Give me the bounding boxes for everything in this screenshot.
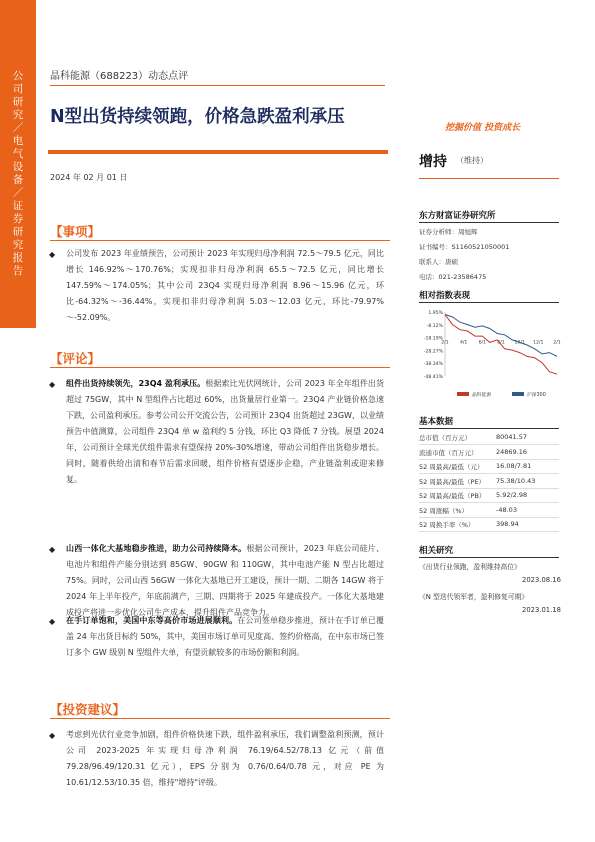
bullet-icon: ◆ <box>49 545 56 554</box>
basic-data-value: 75.38/10.43 <box>496 476 536 485</box>
x-tick-label: 12/1 <box>533 340 544 346</box>
contact-name: 联系人：唐硕 <box>419 258 458 266</box>
header-divider <box>50 85 385 86</box>
related-item-2-date: 2023.01.18 <box>522 606 561 614</box>
report-title: N型出货持续领跑，价格急跌盈利承压 <box>50 107 345 127</box>
legend-label: 沪深300 <box>527 393 546 398</box>
comment-paragraph-2 <box>66 541 384 621</box>
x-tick-label: 10/1 <box>514 340 525 346</box>
basic-data-row-rule <box>419 502 559 503</box>
x-tick-label: 8/1 <box>497 340 505 346</box>
advice-heading-rule <box>50 718 390 719</box>
basic-data-key: 流通市值（百万元） <box>419 448 478 457</box>
basic-data-key: 52 周涨幅（%） <box>419 506 469 515</box>
basic-data-row-rule <box>419 488 559 489</box>
comments-heading: 【评论】 <box>50 351 101 366</box>
advice-heading: 【投资建议】 <box>50 702 126 717</box>
basic-data-row <box>419 462 532 471</box>
y-tick-label: -28.27% <box>423 349 443 355</box>
legend-swatch <box>512 392 524 396</box>
legend-label: 晶科能源 <box>472 393 492 398</box>
analyst-name: 证券分析师：周旭辉 <box>419 228 478 236</box>
y-tick-label: -8.12% <box>426 323 443 329</box>
comments-section-header <box>50 349 390 365</box>
related-divider <box>419 557 559 558</box>
rating-divider <box>419 178 559 179</box>
y-tick-label: -48.41% <box>423 375 443 380</box>
bullet-icon: ◆ <box>49 617 56 626</box>
rating-label: 增持 <box>419 154 447 170</box>
basic-data-title: 基本数据 <box>419 417 454 427</box>
chart-title-divider <box>419 302 559 303</box>
legend-swatch <box>457 392 469 396</box>
basic-data-row <box>419 520 519 529</box>
related-item-2-title[interactable]: 《N 型迭代领军者，盈利修复可期》 <box>419 593 529 601</box>
comment-1-body: 根据索比光伏网统计，公司 2023 年全年组件出货超过 75GW，其中 N 型组件占比超过 60%，出货量居行业第一。23Q4 产业链价格急速下跌，公司盈利承压。参考公司公开交流公告，公司预计 23Q4 出货超过 23GW，以业绩预告中值测算，公司组件 23Q4 单 w 盈利约 5 分钱，环比 Q3 降低 7 分钱。展望 2024 年，公司预计全球光伏组件需求有望保持 20%-30%增速，带动公司组件出货稳步增长。同时，随着供给出清和春节后需求回暖，组件价格有望逐步企稳，产业链盈利或迎来修复。 <box>66 379 384 484</box>
title-underline-bar <box>48 150 388 154</box>
related-item-1-title[interactable]: 《出货行业领跑，盈利维持高位》 <box>419 563 521 571</box>
bullet-icon: ◆ <box>49 250 56 259</box>
basic-data-value: 16.08/7.81 <box>496 462 532 470</box>
y-tick-label: -38.34% <box>423 362 443 368</box>
basic-data-key: 52 周最高/最低（元） <box>419 463 484 471</box>
events-heading-rule <box>50 240 390 241</box>
basic-data-key: 52 周换手率（%） <box>419 521 475 529</box>
analyst-firm: 东方财富证券研究所 <box>419 211 496 221</box>
basic-data-value: 398.94 <box>496 520 519 528</box>
comment-paragraph-1 <box>66 376 384 488</box>
company-header: 晶科能源（688223）动态点评 <box>50 71 189 82</box>
basic-data-row-rule <box>419 473 559 474</box>
basic-data-row-rule <box>419 517 559 518</box>
basic-data-row <box>419 491 528 500</box>
basic-data-row <box>419 447 528 457</box>
analyst-divider <box>419 222 559 223</box>
x-tick-label: 2/1 <box>553 340 561 346</box>
basic-data-row-rule <box>419 531 559 532</box>
comment-1-lead: 组件出货持续领先，23Q4 盈利承压。 <box>66 379 206 388</box>
basic-data-value: 80041.57 <box>496 433 528 441</box>
x-tick-label: 6/1 <box>478 340 487 346</box>
comment-paragraph-3 <box>66 613 384 661</box>
x-tick-label: 2/1 <box>441 340 449 346</box>
related-item-1-date: 2023.08.16 <box>522 576 561 584</box>
basic-data-key: 52 周最高/最低（PE） <box>419 477 486 486</box>
bullet-icon: ◆ <box>49 731 56 740</box>
basic-data-row <box>419 476 536 486</box>
chart-title: 相对指数表现 <box>419 291 471 301</box>
comment-2-lead: 山西一体化大基地稳步推进，助力公司持续降本。 <box>66 544 247 553</box>
bullet-icon: ◆ <box>49 380 56 389</box>
events-section-header <box>50 222 390 238</box>
basic-data-value: 5.92/2.98 <box>496 491 528 499</box>
relative-index-chart <box>417 306 562 406</box>
advice-paragraph: 考虑到光伏行业竞争加剧，组件价格快速下跌，组件盈利承压，我们调整盈利预测，预计公司 2023-2025 年实现归母净利润 76.19/64.52/78.13 亿元（前值 79.28/96.49/120.31 亿元），EPS 分别为 0.76/0.64/0.78 元，对应 PE 为 10.61/12.53/10.35 倍，维持"增持"评级。 <box>66 730 384 787</box>
series-line-1 <box>445 315 557 357</box>
y-tick-label: 1.95% <box>428 311 443 316</box>
basic-data-key: 52 周最高/最低（PB） <box>419 492 486 500</box>
analyst-cert: 证书编号：S1160521050001 <box>419 243 510 251</box>
basic-data-value: -48.03 <box>496 505 517 514</box>
y-tick-label: -18.19% <box>423 336 443 342</box>
slogan: 挖掘价值 投资成长 <box>445 123 521 133</box>
rating-sub: （维持） <box>456 156 488 165</box>
events-heading: 【事项】 <box>50 224 101 239</box>
contact-phone: 电话：021-23586475 <box>419 273 487 281</box>
advice-section-header <box>50 700 390 716</box>
comment-2-body: 根据公司预计，2023 年底公司硅片、电池片和组件产能分别达到 85GW、90GW 和 110GW，其中电池产能 N 型占比超过 75%。同时，公司山西 56GW 一体化大基地已开工建设，预计一期、二期各 14GW 将于 2024 年上半年投产，年底前满产，三期、四期将于 2025 年建成投产。一体化大基地建成投产将进一步优化公司生产成本，提升组件产品竞争力。 <box>66 544 385 617</box>
x-tick-label: 4/1 <box>459 340 468 346</box>
related-title: 相关研究 <box>419 546 454 556</box>
comment-3-lead: 在手订单饱和，美国中东等高价市场进展顺利。 <box>66 616 238 625</box>
comment-3-body: 在公司签单稳步推进，预计在手订单已覆盖 24 年出货目标约 50%，其中，美国市场订单可见度高、签约价格高，在中东市场已签订多个 GW 级别 N 型组件大单，有望贡献较多的市场份额和利润。 <box>66 616 385 657</box>
report-date: 2024 年 02 月 01 日 <box>50 173 128 182</box>
basic-data-row <box>419 433 528 442</box>
basic-data-row-rule <box>419 444 559 445</box>
sidebar-category-text: 公司研究／电气设备／证券研究报告 <box>12 70 24 277</box>
basic-data-divider <box>419 428 559 429</box>
basic-data-key: 总市值（百万元） <box>419 434 471 442</box>
sidebar-band <box>0 0 36 328</box>
basic-data-row-rule <box>419 459 559 460</box>
comments-heading-rule <box>50 367 390 368</box>
basic-data-row <box>419 505 517 515</box>
basic-data-value: 24869.16 <box>496 447 528 456</box>
events-paragraph: 公司发布 2023 年业绩预告，公司预计 2023 年实现归母净利润 72.5～79.5 亿元，同比增长 146.92%～170.76%；实现扣非归母净利润 65.5～72.5 亿元，同比增长 147.59%～174.05%；其中公司 23Q4 实现归母净利润 8.96～15.96 亿元，环比-64.32%～-36.44%，实现扣非归母净利润 5.03～12.03 亿元，环比-79.97%～-52.09%。 <box>66 249 384 322</box>
